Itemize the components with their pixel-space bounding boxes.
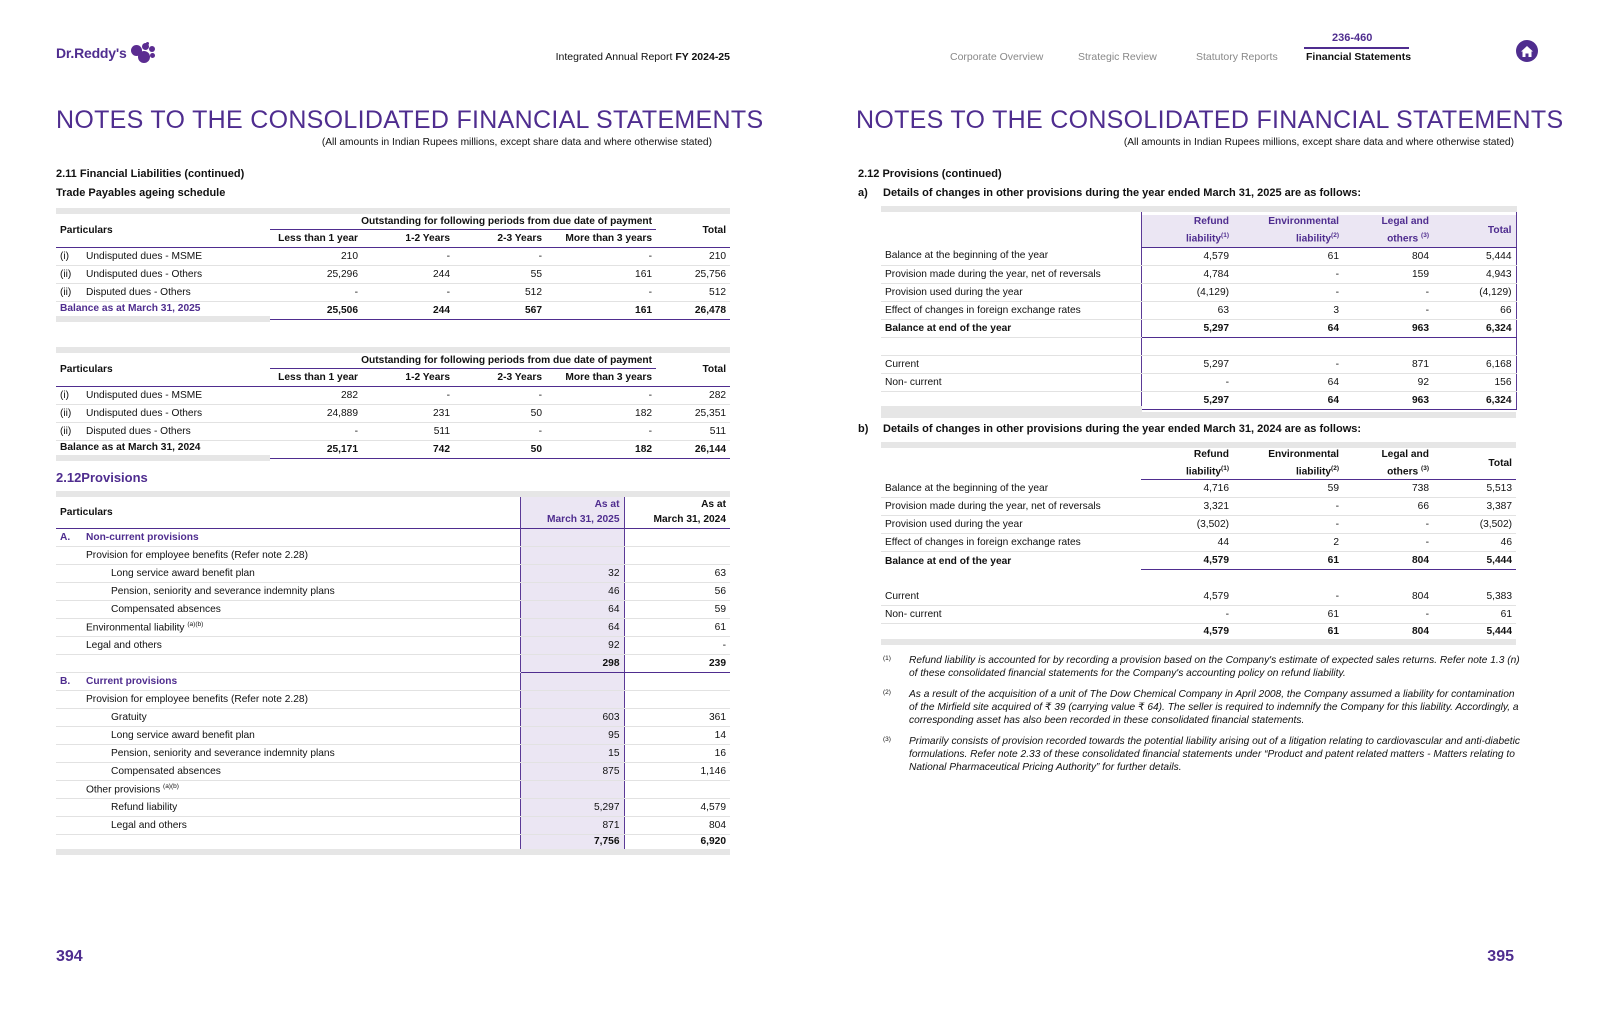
page-number: 395 [1487,948,1514,965]
table-row: (ii) Undisputed dues - Others 24,889 231 50 182 25,351 [56,404,730,422]
table-row: Provision for employee benefits (Refer note 2.28) [56,690,730,708]
subsection-heading-a: Details of changes in other provisions during the year ended March 31, 2025 are as follows: [883,187,1362,199]
table-row: (i) Undisputed dues - MSME 210 - - - 210 [56,247,730,265]
company-logo[interactable] [56,42,157,64]
col-header: Less than 1 year [278,232,358,244]
footnotes [883,654,1523,782]
report-title: Integrated Annual Report FY 2024-25 [555,51,730,63]
page-subtitle: (All amounts in Indian Rupees millions, except share data and where otherwise stated) [1123,137,1514,148]
col-header-legal: Legal and others $^{(3)}$ [1343,215,1433,247]
table-row: Environmental liability $^{(a)(b)}$ 64 61 [56,618,730,636]
nav-statutory-reports[interactable]: Statutory Reports [1196,51,1278,63]
table-row: Current 5,297 - 871 6,168 [881,355,1516,373]
table-row: Provision used during the year (3,502) - - (3,502) [881,516,1516,534]
col-header-particulars: Particulars [60,506,113,518]
table-total-row: 5,297 64 963 6,324 [881,391,1516,409]
table-row: Pension, seniority and severance indemnity plans 46 56 [56,582,730,600]
section-heading-2-11: 2.11 Financial Liabilities (continued) [56,168,245,180]
section-heading-2-12-continued: 2.12 Provisions (continued) [858,168,1002,180]
table-row: B. Current provisions [56,672,730,690]
table-row: Refund liability 5,297 4,579 [56,798,730,816]
table-spacer-row [881,337,1516,355]
table-row: Balance at the beginning of the year 4,716 59 738 5,513 [881,480,1516,498]
nav-strategic-review[interactable]: Strategic Review [1078,51,1157,63]
col-header: More than 3 years [565,371,653,383]
footnote-2: (2) As a result of the acquisition of a unit of The Dow Chemical Company in April 2008, the Company assumed a liability for contamination of the Mirfield site acquired of ₹ 39 (carrying value ₹ 64). The seller is required to indemnify the Company for this liability. Accordingly, a corresponding asset has also been recorded in these consolidated financial statements. [883,689,1519,726]
col-header-refund: Refund liability$^{(1)}$ [1141,215,1233,247]
changes-table-2024 [881,442,1516,645]
table-row: Gratuity 603 361 [56,708,730,726]
table-row: Long service award benefit plan 32 63 [56,564,730,582]
table-row: Provision made during the year, net of reversals 3,321 - 66 3,387 [881,498,1516,516]
provisions-table [56,491,730,855]
col-header-group: Outstanding for following periods from due date of payment [270,211,656,229]
table-row: (i) Undisputed dues - MSME 282 - - - 282 [56,386,730,404]
table-row: Legal and others 871 804 [56,816,730,834]
table-total-row: 298 239 [56,654,730,672]
col-header-total: Total [1433,215,1516,247]
logo-mark-icon [129,42,157,64]
table-row: Effect of changes in foreign exchange rates 44 2 - 46 [881,534,1516,552]
footnote-3: (3) Primarily consists of provision recorded towards the potential liability arising out of a litigation relating to cardiovascular and anti-diabetic formulations. Refer note 2.33 of these consolidated financial statements under “Product and patent related matters - Matters relating to National Pharmaceutical Pricing Authority” for further details. [883,736,1520,773]
col-header: 1-2 Years [405,371,450,383]
page-title: NOTES TO THE CONSOLIDATED FINANCIAL STATEMENTS [56,106,764,134]
table-row: A. Non-current provisions [56,528,730,546]
page-subtitle: (All amounts in Indian Rupees millions, except share data and where otherwise stated) [321,137,712,148]
logo-text: Dr.Reddy's [56,45,127,61]
col-header: 2-3 Years [497,232,542,244]
table-row: Other provisions $^{(a)(b)}$ [56,780,730,798]
right-page [800,0,1600,1012]
col-header-2025: As at March 31, 2025 [520,494,624,528]
table-row: Provision used during the year (4,129) - - (4,129) [881,283,1516,301]
table-row: (ii) Disputed dues - Others - 511 - - 511 [56,422,730,440]
col-header: 2-3 Years [497,371,542,383]
table-total-row: Balance as at March 31, 2025 25,506 244 567 161 26,478 [56,301,730,319]
col-header-2024: As at March 31, 2024 [653,499,726,526]
table-row: Non- current - 61 - 61 [881,606,1516,624]
table-row: Compensated absences 875 1,146 [56,762,730,780]
table-total-row: Balance at end of the year 5,297 64 963 6,324 [881,319,1516,337]
table-row: Compensated absences 64 59 [56,600,730,618]
col-header-environmental: Environmental liability$^{(2)}$ [1233,215,1343,247]
subsection-heading-b: Details of changes in other provisions during the year ended March 31, 2024 are as follows: [883,423,1362,435]
col-header-particulars: Particulars [60,224,113,236]
section-heading-2-12: 2.12Provisions [56,470,148,485]
home-icon [1520,45,1534,58]
col-header-refund: Refund liability$^{(1)}$ [1141,445,1233,480]
table-total-row: Balance at end of the year 4,579 61 804 5,444 [881,552,1516,570]
table-row: Long service award benefit plan 95 14 [56,726,730,744]
col-header-total: Total [702,224,727,236]
col-header: Less than 1 year [278,371,358,383]
col-header-environmental: Environmental liability$^{(2)}$ [1233,445,1343,480]
table-row: Current 4,579 - 804 5,383 [881,588,1516,606]
col-header-particulars: Particulars [60,363,113,375]
col-header-total: Total [702,363,727,375]
table-total-row: Balance as at March 31, 2024 25,171 742 50 182 26,144 [56,440,730,458]
col-header: More than 3 years [565,232,653,244]
table-row: Balance at the beginning of the year 4,579 61 804 5,444 [881,247,1516,265]
col-header-legal: Legal and others $^{(3)}$ [1343,445,1433,480]
ageing-table-2024 [56,347,730,461]
ageing-table-2025 [56,208,730,322]
page-number: 394 [56,948,83,965]
nav-financial-statements[interactable]: Financial Statements [1306,51,1412,63]
table-row: Effect of changes in foreign exchange rates 63 3 - 66 [881,301,1516,319]
table-row: Provision made during the year, net of reversals 4,784 - 159 4,943 [881,265,1516,283]
table-row: Non- current - 64 92 156 [881,373,1516,391]
subsection-marker-b: b) [858,423,869,435]
section-nav [950,30,1440,66]
table-spacer-row [881,570,1516,588]
table-total-row: 7,756 6,920 [56,834,730,852]
col-header: 1-2 Years [405,232,450,244]
table-row: Provision for employee benefits (Refer note 2.28) [56,546,730,564]
table-row: Legal and others 92 - [56,636,730,654]
nav-active-indicator [1304,47,1409,49]
page-title: NOTES TO THE CONSOLIDATED FINANCIAL STATEMENTS [856,106,1564,134]
nav-page-range: 236-460 [1332,32,1373,44]
table-total-row: 4,579 61 804 5,444 [881,624,1516,642]
table-row: (ii) Disputed dues - Others - - 512 - 512 [56,283,730,301]
footnote-1: (1) Refund liability is accounted for by recording a provision based on the Company's estimate of expected sales returns. Refer note 1.3 (n) of these consolidated financial statements for the Company's accounting policy on refund liability. [883,655,1520,679]
table-row: (ii) Undisputed dues - Others 25,296 244 55 161 25,756 [56,265,730,283]
table-row: Pension, seniority and severance indemnity plans 15 16 [56,744,730,762]
subsection-marker-a: a) [858,187,868,199]
col-header-group: Outstanding for following periods from due date of payment [270,350,656,368]
nav-corporate-overview[interactable]: Corporate Overview [950,51,1044,63]
col-header-total: Total [1433,445,1516,480]
changes-table-2025 [881,206,1517,418]
section-subheading-ageing: Trade Payables ageing schedule [56,187,226,199]
home-button[interactable] [1516,40,1538,62]
